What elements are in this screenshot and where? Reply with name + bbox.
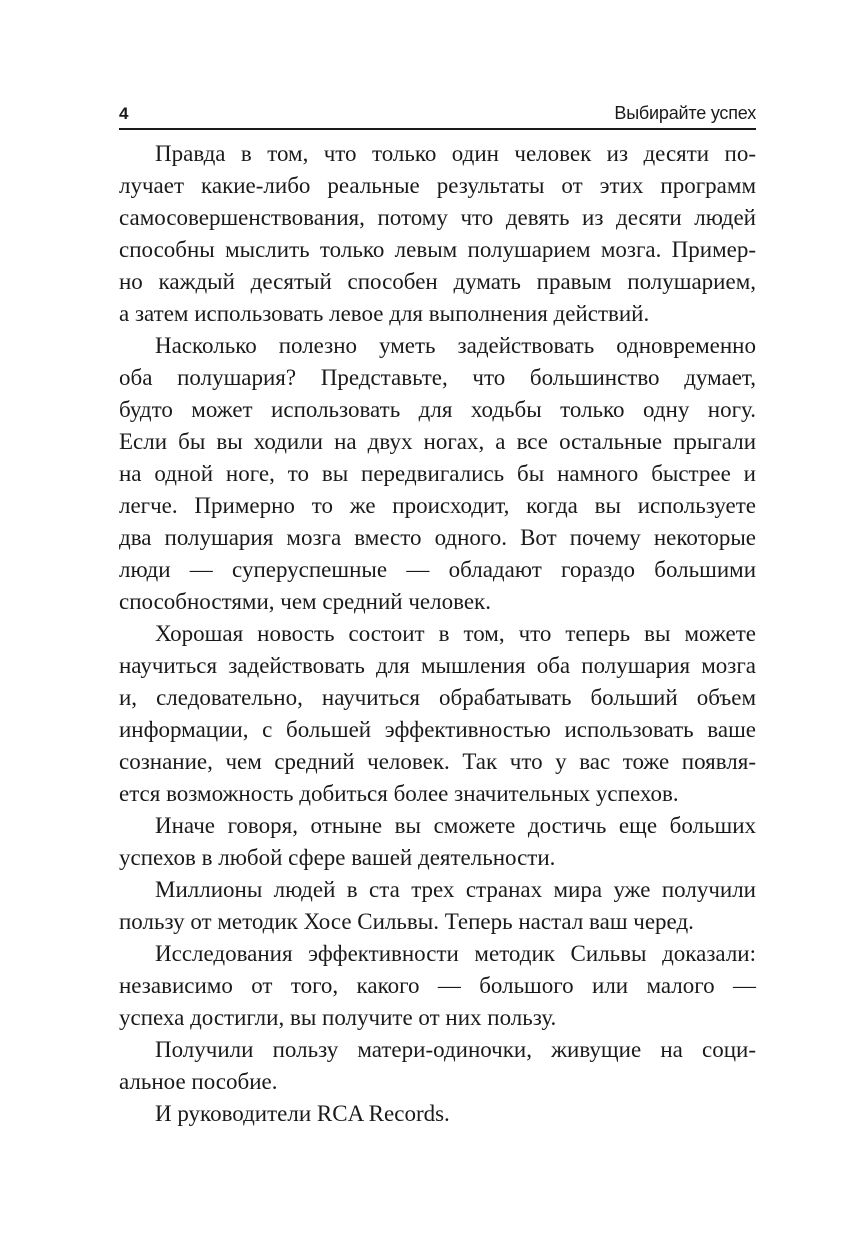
text-line: лучает какие-либо реальные результаты от этих программ [119, 173, 756, 198]
paragraph [119, 1034, 756, 1098]
text-line: ется возможность добиться более значительных успехов. [119, 781, 679, 806]
text-line: Получили пользу матери-одиночки, живущие на соци- [155, 1037, 756, 1062]
page-number: 4 [119, 104, 129, 123]
paragraph [119, 938, 756, 1034]
running-header [119, 100, 756, 130]
text-line: альное пособие. [119, 1069, 278, 1094]
text-line: оба полушария? Представьте, что большинство думает, [119, 365, 756, 390]
text-line: будто может использовать для ходьбы только одну ногу. [119, 397, 756, 422]
text-line: на одной ноге, то вы передвигались бы намного быстрее и [119, 461, 756, 486]
text-line: независимо от того, какого — большого или малого — [119, 973, 756, 998]
text-line: люди — суперуспешные — обладают гораздо большими [119, 557, 756, 582]
text-line: успеха достигли, вы получите от них пользу. [119, 1005, 557, 1030]
text-line: два полушария мозга вместо одного. Вот почему некоторые [119, 525, 756, 550]
text-line: и, следовательно, научиться обрабатывать больший объем [119, 685, 756, 710]
text-line: Миллионы людей в ста трех странах мира уже получили [155, 877, 756, 902]
text-line: сознание, чем средний человек. Так что у вас тоже появля- [119, 749, 756, 774]
paragraph [119, 330, 756, 618]
text-line: успехов в любой сфере вашей деятельности. [119, 845, 556, 870]
text-line: а затем использовать левое для выполнения действий. [119, 301, 650, 326]
text-line: Хорошая новость состоит в том, что теперь вы можете [155, 621, 756, 646]
text-line: научиться задействовать для мышления оба полушария мозга [119, 653, 756, 678]
text-line: Насколько полезно уметь задействовать одновременно [155, 333, 756, 358]
text-line: И руководители RCA Records. [155, 1101, 450, 1126]
text-line: легче. Примерно то же происходит, когда вы используете [119, 493, 756, 518]
text-line: способны мыслить только левым полушарием мозга. Пример- [119, 237, 756, 262]
text-line: но каждый десятый способен думать правым полушарием, [119, 269, 756, 294]
running-title: Выбирайте успех [614, 103, 756, 123]
text-line: пользу от методик Хосе Сильвы. Теперь настал ваш черед. [119, 909, 694, 934]
paragraph [119, 1098, 756, 1130]
text-line: информации, с большей эффективностью использовать ваше [119, 717, 756, 742]
paragraph [119, 810, 756, 874]
text-line: Исследования эффективности методик Сильвы доказали: [155, 941, 756, 966]
text-line: Правда в том, что только один человек из десяти по- [155, 141, 756, 166]
text-line: Иначе говоря, отныне вы сможете достичь еще больших [155, 813, 756, 838]
paragraph [119, 138, 756, 330]
paragraph [119, 618, 756, 810]
text-line: Если бы вы ходили на двух ногах, а все остальные прыгали [119, 429, 756, 454]
text-line: способностями, чем средний человек. [119, 589, 491, 614]
paragraph [119, 874, 756, 938]
body-text [119, 138, 756, 1130]
text-line: самосовершенствования, потому что девять из десяти людей [119, 205, 756, 230]
